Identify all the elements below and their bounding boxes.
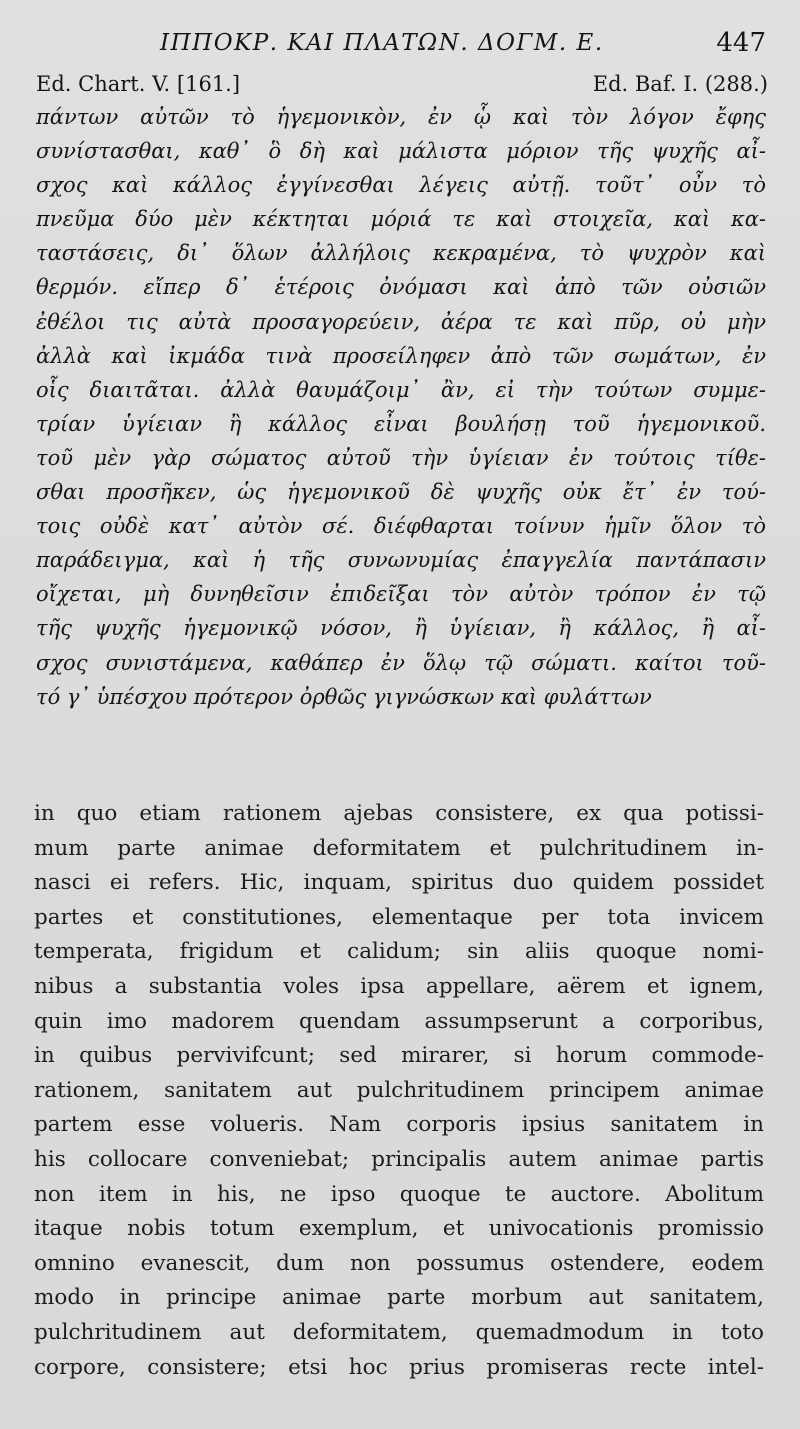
latin-translation-block	[34, 797, 764, 1385]
latin-text-line: in quibus pervivifcunt; sed mirarer, si horum commode-	[34, 1043, 764, 1069]
running-head	[0, 28, 800, 62]
latin-text-line: rationem, sanitatem aut pulchritudinem principem animae	[34, 1077, 764, 1103]
latin-text-line: partem esse volueris. Nam corporis ipsius sanitatem in	[34, 1112, 764, 1138]
latin-text-line: pulchritudinem aut deformitatem, quemadmodum in toto	[34, 1319, 764, 1345]
greek-text-line: ταστάσεις, δι᾽ ὅλων ἀλλήλοις κεκραμένα, τὸ ψυχρὸν καὶ	[36, 241, 766, 266]
edition-basel-reference: Ed. Baf. I. (288.)	[592, 72, 768, 96]
latin-text-line: corpore, consistere; etsi hoc prius promiseras recte intel-	[34, 1354, 764, 1380]
latin-text-line: itaque nobis totum exemplum, et univocationis promissio	[34, 1216, 764, 1242]
greek-text-line: οἴχεται, μὴ δυνηθεῖσιν ἐπιδεῖξαι τὸν αὐτὸν τρόπον ἐν τῷ	[36, 582, 766, 607]
greek-text-line: τοις οὐδὲ κατ᾽ αὐτὸν σέ. διέφθαρται τοίνυν ἡμῖν ὅλον τὸ	[36, 514, 766, 539]
greek-text-block	[36, 100, 766, 714]
greek-text-line: συνίστασθαι, καθ᾽ ὃ δὴ καὶ μάλιστα μόριον τῆς ψυχῆς αἶ-	[36, 139, 766, 164]
greek-text-line: σχος συνιστάμενα, καθάπερ ἐν ὅλῳ τῷ σώματι. καίτοι τοῦ-	[36, 650, 766, 675]
greek-text-line: θερμόν. εἴπερ δ᾽ ἑτέροις ὀνόμασι καὶ ἀπὸ τῶν οὐσιῶν	[36, 275, 766, 300]
greek-text-line: πνεῦμα δύο μὲν κέκτηται μόριά τε καὶ στοιχεῖα, καὶ κα-	[36, 207, 766, 232]
greek-text-line: τῆς ψυχῆς ἡγεμονικῷ νόσον, ἢ ὑγίειαν, ἢ κάλλος, ἢ αἶ-	[36, 616, 766, 641]
latin-text-line: quin imo madorem quendam assumpserunt a corporibus,	[34, 1008, 764, 1034]
greek-text-line: τοῦ μὲν γὰρ σώματος αὐτοῦ τὴν ὑγίειαν ἐν τούτοις τίθε-	[36, 445, 766, 470]
greek-text-line: ἐθέλοι τις αὐτὰ προσαγορεύειν, ἀέρα τε καὶ πῦρ, οὐ μὴν	[36, 309, 766, 334]
latin-text-line: modo in principe animae parte morbum aut sanitatem,	[34, 1285, 764, 1311]
edition-chart-reference: Ed. Chart. V. [161.]	[36, 72, 241, 96]
latin-text-line: nasci ei refers. Hic, inquam, spiritus duo quidem possidet	[34, 870, 764, 896]
greek-text-line: σθαι προσῆκεν, ὡς ἡγεμονικοῦ δὲ ψυχῆς οὐκ ἔτ᾽ ἐν τού-	[36, 480, 766, 505]
greek-text-line: σχος καὶ κάλλος ἐγγίνεσθαι λέγεις αὐτῇ. τοῦτ᾽ οὖν τὸ	[36, 173, 766, 198]
edition-reference-line	[36, 72, 768, 102]
latin-text-line: partes et constitutiones, elementaque per tota invicem	[34, 904, 764, 930]
greek-text-line: οἷς διαιτᾶται. ἀλλὰ θαυμάζοιμ᾽ ἂν, εἰ τὴν τούτων συμμε-	[36, 377, 766, 402]
latin-text-line: nibus a substantia voles ipsa appellare, aërem et ignem,	[34, 973, 764, 999]
greek-text-line: παράδειγμα, καὶ ἡ τῆς συνωνυμίας ἐπαγγελία παντάπασιν	[36, 548, 766, 573]
latin-text-line: non item in his, ne ipso quoque te auctore. Abolitum	[34, 1181, 764, 1207]
latin-text-line: temperata, frigidum et calidum; sin aliis quoque nomi-	[34, 939, 764, 965]
running-title: ΙΠΠΟΚΡ. ΚΑΙ ΠΛΑΤΩΝ. ΔΟΓΜ. Ε.	[160, 30, 604, 56]
latin-text-line: omnino evanescit, dum non possumus ostendere, eodem	[34, 1250, 764, 1276]
greek-text-line: πάντων αὐτῶν τὸ ἡγεμονικὸν, ἐν ᾧ καὶ τὸν λόγον ἔφης	[36, 105, 766, 129]
greek-text-line: τρίαν ὑγίειαν ἢ κάλλος εἶναι βουλήσῃ τοῦ ἡγεμονικοῦ.	[36, 411, 766, 436]
latin-text-line: mum parte animae deformitatem et pulchritudinem in-	[34, 835, 764, 861]
page-number: 447	[716, 28, 766, 58]
latin-text-line: his collocare conveniebat; principalis autem animae partis	[34, 1146, 764, 1172]
greek-text-line: τό γ᾽ ὑπέσχου πρότερον ὀρθῶς γιγνώσκων καὶ φυλάττων	[36, 684, 652, 709]
latin-text-line: in quo etiam rationem ajebas consistere, ex qua potissi-	[34, 801, 764, 826]
greek-text-line: ἀλλὰ καὶ ἰκμάδα τινὰ προσείληφεν ἀπὸ τῶν σωμάτων, ἐν	[36, 343, 766, 368]
